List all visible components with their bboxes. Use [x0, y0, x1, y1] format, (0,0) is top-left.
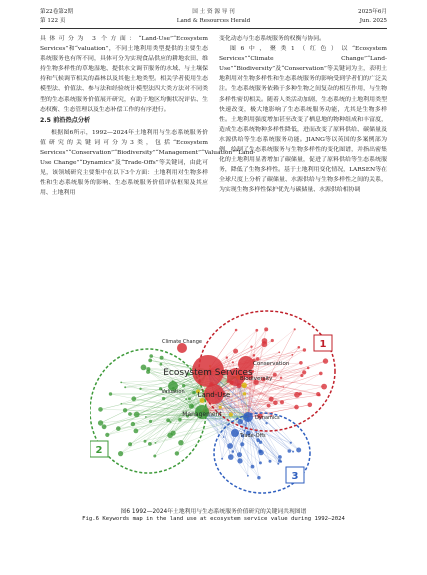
network-node — [144, 440, 147, 443]
network-node — [267, 404, 271, 408]
network-node — [182, 384, 185, 387]
issue-date-en: Jun. 2025 — [359, 18, 387, 24]
network-node — [233, 349, 238, 354]
figure-caption-cn: 图6 1992—2024年土地利用与生态系统服务价值研究的关键词共现图谱 — [120, 509, 307, 515]
network-node — [148, 359, 152, 363]
network-node — [269, 460, 272, 463]
network-node — [123, 408, 127, 412]
network-node — [98, 407, 103, 412]
network-node — [169, 421, 171, 423]
network-node — [291, 354, 293, 356]
network-node — [259, 461, 262, 464]
network-node — [149, 354, 153, 358]
network-node — [257, 476, 260, 479]
network-edge — [130, 417, 248, 444]
network-node — [109, 392, 112, 395]
network-node — [228, 454, 234, 460]
network-node — [146, 367, 150, 371]
network-node — [232, 450, 235, 453]
network-node — [277, 463, 279, 465]
left-paragraph-1: 具体可分为 3 个方面：“Land-Use”“Ecosystem Services”和“valuation”，不同土地利用类型提供的主要生态系统服务也有所不同，具体可分为实现食品供应的耕地农田、维持生物多样性的草地湿地、提供水文调节服务的水域、与土壤保持和气候调节相关的森林以及其他土地类型。相关学者使用生态模型法、价值法、参与法和经验统计模型法四大类方法对不同类型的生态系统服务价值展开研究，有助于地区均衡状况评估、生态权衡、生态管理以及生态补偿工作的有序进行。 — [40, 36, 208, 113]
figure-caption-en: Fig.6 Keywords map in the land use at ecosystem service value during 1992—2024 — [82, 516, 345, 522]
network-node — [134, 412, 140, 418]
network-node — [153, 455, 156, 458]
cluster-1-label: 1 — [319, 339, 327, 350]
network-node — [253, 354, 256, 357]
network-node — [240, 442, 244, 446]
network-node — [102, 424, 107, 429]
network-node — [221, 458, 223, 460]
network-node — [318, 394, 321, 397]
cluster-2-label: 2 — [95, 445, 103, 456]
network-node — [124, 386, 126, 388]
network-node — [264, 327, 268, 331]
network-node — [303, 348, 306, 351]
network-node — [273, 401, 278, 406]
network-node — [251, 465, 255, 469]
page-header — [40, 8, 387, 36]
network-node — [131, 396, 136, 401]
network-node — [148, 442, 152, 446]
network-node — [145, 416, 147, 418]
network-node — [175, 451, 179, 455]
node-dynamics — [243, 412, 253, 422]
network-node — [191, 405, 193, 407]
network-node — [121, 403, 123, 405]
network-node — [162, 397, 165, 400]
journal-title-en: Land & Resources Herald — [176, 18, 251, 24]
network-node — [178, 440, 183, 445]
cluster-3-label: 3 — [291, 471, 299, 482]
header-right — [358, 8, 387, 26]
network-node — [128, 442, 132, 446]
network-node — [243, 392, 246, 395]
section-heading: 2.5 前沿热点分析 — [40, 116, 91, 124]
network-node — [278, 455, 282, 459]
label-climate-change: Climate Change — [162, 339, 202, 345]
network-node — [294, 328, 296, 330]
network-node — [308, 403, 313, 408]
label-biodiversity: Biodiversity — [240, 376, 273, 382]
network-node — [178, 418, 182, 422]
network-node — [131, 422, 135, 426]
network-node — [319, 372, 323, 376]
network-node — [255, 329, 258, 332]
header-center — [40, 8, 387, 26]
network-node — [283, 386, 285, 388]
label-valuation: Valuation — [161, 389, 185, 395]
network-node — [160, 363, 163, 366]
network-node — [238, 419, 243, 424]
network-node — [243, 430, 245, 432]
network-node — [265, 422, 267, 424]
label-conservation: Conservation — [253, 361, 290, 367]
network-node — [296, 448, 301, 453]
network-node — [280, 461, 282, 463]
network-node — [120, 382, 122, 384]
network-node — [237, 458, 242, 463]
network-node — [323, 358, 328, 363]
right-paragraph-1: 变化动态与生态系统服务的权衡与协同。 — [219, 36, 326, 42]
network-node — [271, 339, 274, 342]
network-node — [259, 441, 262, 444]
network-node — [302, 370, 306, 374]
network-node — [278, 351, 280, 353]
network-node — [149, 420, 152, 423]
node-trade-offs — [231, 429, 239, 437]
network-node — [227, 443, 233, 449]
network-node — [223, 436, 225, 438]
network-node — [105, 433, 109, 437]
network-node — [155, 442, 157, 444]
network-node — [250, 346, 252, 348]
issue-date-cn: 2025年6月 — [358, 9, 387, 15]
network-node — [118, 451, 123, 456]
header-rule — [40, 28, 387, 29]
network-node — [141, 365, 147, 371]
network-node — [290, 442, 292, 444]
network-node — [262, 338, 268, 344]
network-node — [185, 398, 187, 400]
network-node — [160, 356, 164, 360]
network-node — [226, 356, 228, 358]
network-node — [321, 384, 327, 390]
network-node — [280, 400, 284, 404]
network-node — [245, 424, 247, 426]
network-node — [280, 377, 282, 379]
keyword-network-figure — [90, 291, 337, 505]
network-node — [300, 374, 303, 377]
network-node — [269, 397, 274, 402]
network-node — [192, 391, 195, 394]
network-node — [294, 405, 299, 410]
network-node — [292, 451, 294, 453]
network-node — [167, 433, 173, 439]
network-node — [299, 361, 303, 365]
left-column — [40, 34, 256, 199]
journal-title-cn: 国 土 资 源 导 刊 — [192, 9, 235, 15]
network-node — [235, 329, 238, 332]
label-ecosystem-services: Ecosystem Services — [163, 368, 253, 378]
page-number: 第 122 页 — [40, 18, 66, 24]
label-dynamics: Dynamics — [255, 415, 280, 421]
network-node — [232, 361, 234, 363]
label-management: Management — [182, 411, 222, 418]
network-node — [134, 429, 139, 434]
network-node — [98, 420, 103, 425]
network-node — [219, 406, 222, 409]
network-node — [229, 412, 233, 416]
network-node — [298, 346, 301, 349]
network-node — [273, 373, 277, 377]
left-paragraph-2: 根据图6所示，1992—2024年土地利用与生态系统服务价值研究的关键词可分为3类，包括“Ecosystem Services”“Conservation”“Biodiversity”“Management”“Valuation”“Land-Use Change”“Dynamics”及“Trade-Offs”等关键词，由此可见，该领域研究主要集中在以下3个方面：土地利用对生物多样性和生态系统服务的影响、生态系统服务价值评估框架及其应用、土地利用 — [40, 129, 256, 197]
network-node — [237, 452, 242, 457]
network-node — [139, 388, 141, 390]
label-land-use: Land-Use — [197, 391, 231, 399]
network-edge — [248, 329, 295, 417]
right-paragraph-2: 图6中，聚类1（红色）以“Ecosystem Services”“Climate Change”“Land-Use”“Biodiversity”及“Conservation”等关键词为主，表明土地利用对生物多样性和生态系统服务的影响受到学者们的广泛关注。生态系统服务依赖于多种生物之间复杂的相互作用，与生物多样性密切相关。随着人类活动加剧，生态系统的土地利用类型快速改变，极大地影响了生态系统服务功能，尤其是生物多样性。土地利用强度增加甚至改变了栖息地的物种组成和丰富度，造成生态系统物种多样性降低，进而改变了原料供给、碳储量及水源供给等生态系统服务功能。JIANG等以英国的多案例部为例，绘制了生态系统服务与生物多样性的变化图谱，并指出密集化的土地利用显著增加了碳储量，促进了原料供给等生态系统服务，降低了生物多样性。基于土地利用变化情况，LARSEN等在全球尺度上分析了碳储量、水源供给与生物多样性之间的关系，为实现生物多样性保护优先与碳储量、水源供给相协调 — [219, 46, 387, 194]
network-node — [288, 449, 292, 453]
label-trade-offs: Trade-Offs — [240, 433, 266, 439]
right-column — [219, 34, 387, 196]
volume-issue: 第22卷第2期 — [40, 9, 74, 15]
network-node — [307, 367, 310, 370]
keyword-network-svg — [90, 291, 337, 505]
network-node — [188, 397, 191, 400]
network-node — [258, 449, 262, 453]
network-node — [116, 426, 121, 431]
network-node — [128, 412, 132, 416]
network-node — [247, 475, 249, 477]
network-node — [299, 392, 302, 395]
